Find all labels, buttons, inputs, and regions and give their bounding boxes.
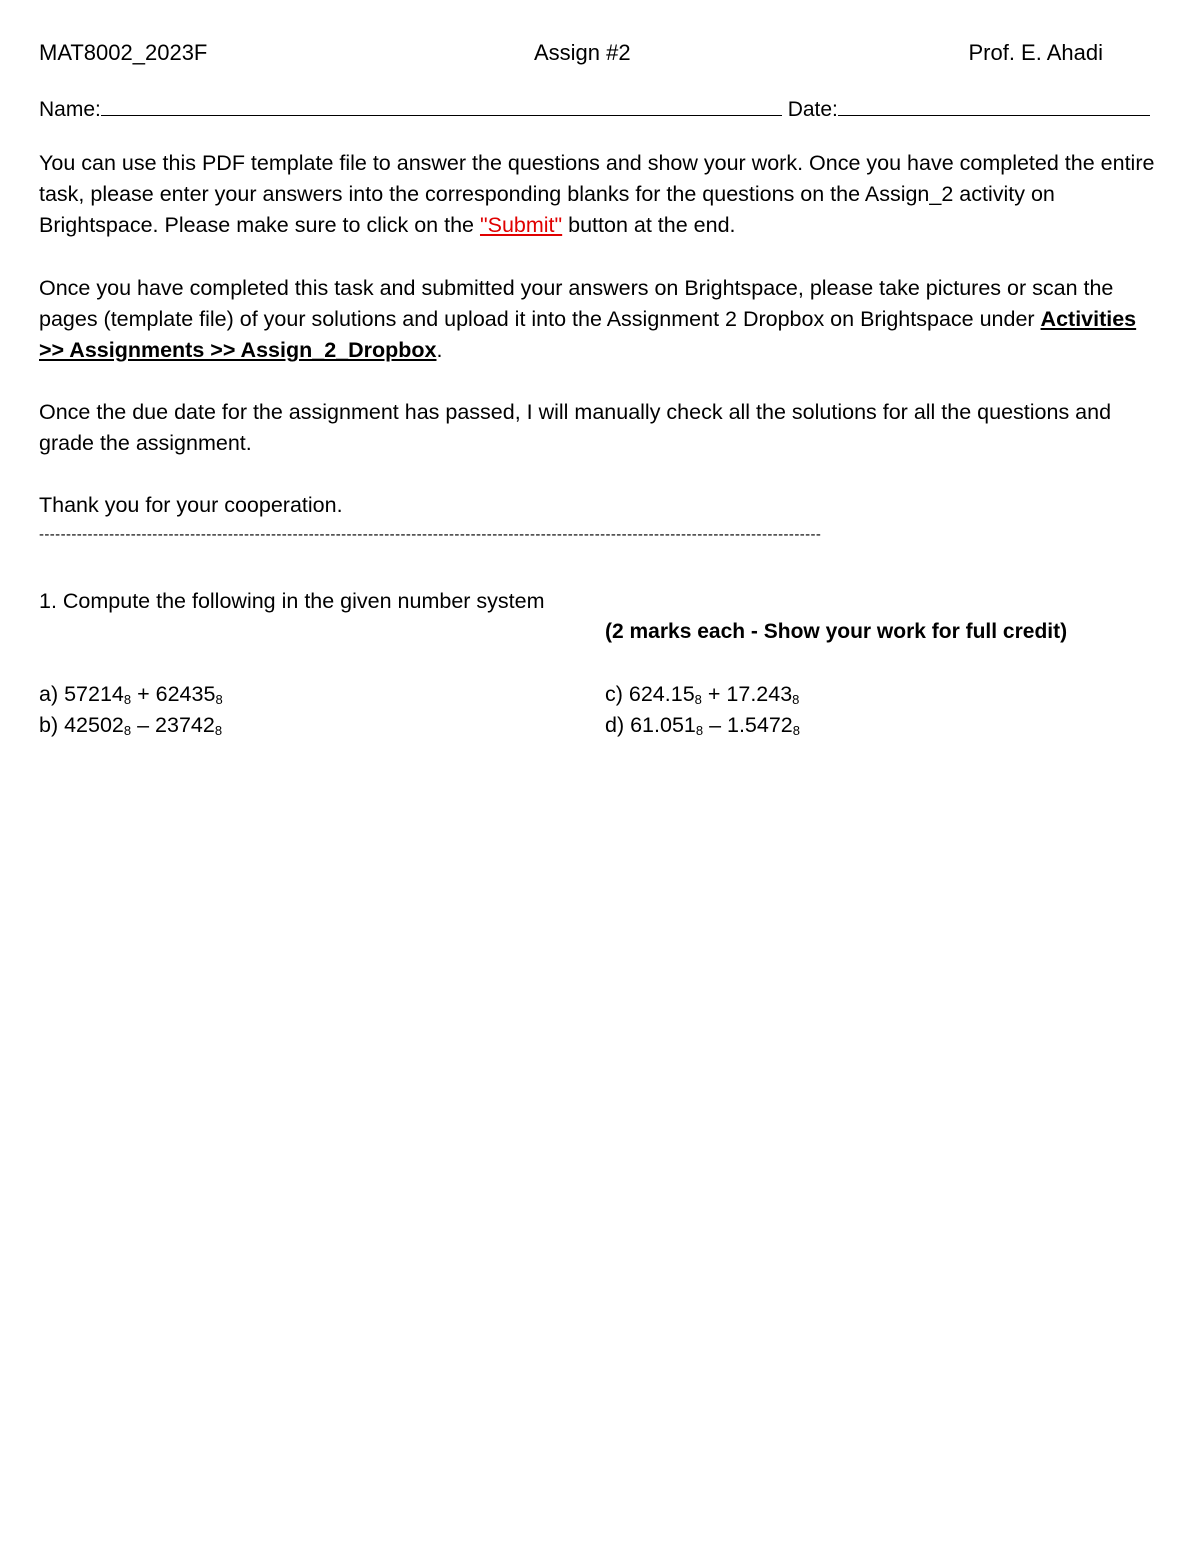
question-1a: a) $57214_8 + 62435_8$ bbox=[39, 682, 223, 707]
question-1-prompt: 1. Compute the following in the given number system bbox=[39, 589, 545, 613]
instructions-paragraph-2: Once you have completed this task and submitted your answers on Brightspace, please take pictures or scan the pages (template file) of your solutions and upload it into the Assignment 2 Dropbox on Brightspace under Activities >> Assignments >> Assign_2_Dropbox. bbox=[39, 276, 1137, 362]
instructions-paragraph-3: Once the due date for the assignment has passed, I will manually check all the solutions for all the questions and grade the assignment. bbox=[39, 400, 1112, 455]
instructions-paragraph-1: You can use this PDF template file to answer the questions and show your work. Once you have completed the entire task, please enter your answers into the corresponding blanks for the questions on the Assign_2 activity on Brightspace. Please make sure to click on the "Submit" button at the end. bbox=[39, 151, 1155, 237]
date-field[interactable] bbox=[838, 95, 1150, 116]
course-code: MAT8002_2023F bbox=[39, 40, 208, 65]
question-1d: d) $61.051_8 - 1.5472_8$ bbox=[605, 713, 800, 738]
page-header bbox=[39, 40, 1103, 68]
professor-name: Prof. E. Ahadi bbox=[968, 40, 1103, 65]
assignment-title: Assign #2 bbox=[534, 40, 631, 65]
date-label: Date: bbox=[787, 98, 838, 121]
name-date-line bbox=[39, 95, 1159, 122]
name-label: Name: bbox=[39, 98, 101, 121]
name-field[interactable] bbox=[101, 95, 782, 116]
separator-line: ------------------------------------------------------------------------------------------------------------------------------------------------- bbox=[39, 527, 822, 543]
thank-you-line: Thank you for your cooperation. bbox=[39, 493, 343, 517]
question-1c: c) $624.15_8 + 17.243_8$ bbox=[605, 682, 800, 707]
question-1b: b) $42502_8 - 23742_8$ bbox=[39, 713, 223, 738]
dropbox-path-link[interactable]: Activities >> Assignments >> Assign_2_Dropbox bbox=[39, 307, 1137, 362]
question-1-marks: (2 marks each - Show your work for full credit) bbox=[605, 620, 1068, 643]
submit-link[interactable]: "Submit" bbox=[479, 213, 563, 237]
